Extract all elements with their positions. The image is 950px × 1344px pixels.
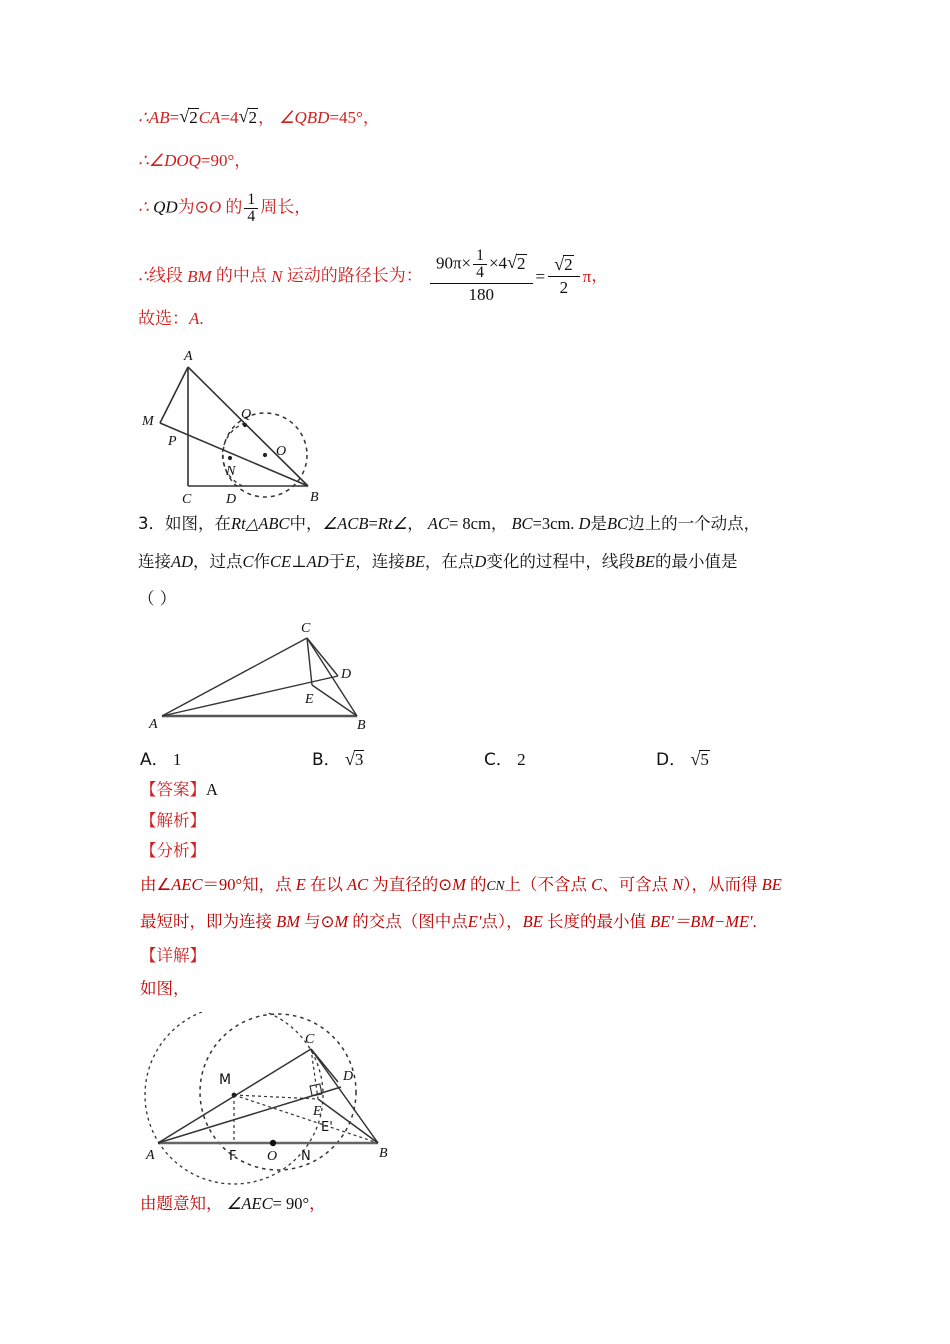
p3b-t3: 作 (253, 551, 271, 571)
options-row (140, 745, 840, 770)
ad-term-2: AD (306, 551, 329, 571)
therefore-symbol-4: ∴ (138, 266, 149, 286)
an1-t6: 的 (469, 874, 487, 894)
solution-line-3 (138, 192, 311, 226)
label-M-f3: M (219, 1072, 232, 1088)
label-Q: Q (241, 407, 252, 422)
problem-3-line-1 (138, 516, 838, 533)
ce-term: CE (270, 551, 292, 571)
p3-t7: 边上的一个动点， (628, 514, 761, 533)
analysis-tag: 【分析】 (140, 841, 206, 860)
answer-tag: 【答案】 (140, 780, 206, 799)
pi-symbol: π (582, 266, 592, 286)
therefore-symbol-1: ∴ (138, 108, 149, 127)
path-text-a: 线段 (148, 265, 183, 286)
label-A-f3: A (146, 1148, 155, 1163)
comma-3: ， (234, 151, 252, 171)
angle-doq: ∠DOQ (148, 151, 201, 170)
sqrt-2-result: √ 2 (554, 255, 574, 275)
p3b-t2: ，过点 (193, 551, 243, 571)
an1-n: N (672, 874, 684, 894)
point-N (228, 456, 232, 460)
figure-3-container (133, 1012, 463, 1192)
segment-CD-f2 (307, 638, 338, 676)
rt-angle: Rt∠ (377, 514, 408, 533)
p3b-t8: 的最小值是 (655, 551, 738, 571)
option-a-key: A． (140, 750, 169, 770)
an2-t2: 与⊙ (304, 912, 335, 931)
answer-value: A (206, 780, 218, 799)
point-M-f3 (232, 1093, 237, 1098)
analysis-line-2 (140, 914, 840, 931)
analysis-line-1 (140, 874, 840, 894)
option-b-key: B． (312, 750, 341, 770)
figure-1-svg (140, 345, 370, 510)
final-angle-aec: ∠AEC (226, 1194, 273, 1213)
fraction-one-quarter: $\frac{1}{4}$ (244, 192, 258, 226)
label-A: A (184, 349, 193, 364)
point-O-f3 (270, 1140, 276, 1146)
detail-tag-line (140, 945, 840, 965)
p3b-t6: ，在点 (424, 551, 475, 571)
bc-term: BC (511, 514, 533, 533)
choose-label: 故选： (138, 309, 189, 329)
options-flex (140, 745, 840, 770)
solution-line-2 (138, 152, 251, 170)
problem-number: 3． (138, 514, 165, 533)
p3-t4: ， (490, 514, 508, 533)
analysis-tag-line (140, 843, 840, 860)
bm-term: BM (187, 266, 212, 286)
p3-cm2: cm. (550, 514, 575, 533)
an1-e: E (295, 874, 306, 894)
solution-line-5 (138, 310, 204, 328)
answer-analysis-block (140, 782, 840, 998)
label-E-f3: E (313, 1104, 322, 1119)
ad-term: AD (171, 551, 193, 571)
n-point: N (271, 266, 283, 286)
angle-qbd-value: =45° (329, 108, 363, 127)
d-point-letter-2: D (474, 551, 487, 571)
label-D-f3: D (343, 1069, 354, 1084)
an2-t5: 长度的最小值 (546, 912, 646, 931)
result-fraction (548, 255, 580, 297)
equals-result: = (535, 266, 546, 286)
sqrt-2-numerator: √ 2 (507, 254, 527, 274)
an1-t5: 为直径的⊙ (372, 874, 453, 894)
dashed-big-circle (200, 1014, 356, 1170)
fraction-numerator: 90π× $\frac{1}{4}$ ×4 √ 2 (430, 248, 533, 283)
p3-eq3: =3 (532, 514, 551, 533)
figure-2-svg (135, 608, 415, 730)
an1-t3: 知，点 (242, 874, 292, 894)
arc-cn-label: CN (486, 877, 505, 893)
an1-be: BE (761, 874, 782, 894)
as-figure-line (140, 981, 840, 998)
p3-t3: ， (407, 514, 424, 533)
path-length-fraction (430, 248, 533, 304)
e-point-letter: E (345, 551, 356, 571)
label-M: M (142, 414, 154, 429)
label-O: O (276, 444, 287, 459)
segment-CD-f3 (311, 1049, 338, 1082)
sqrt-2-second: √ 2 (239, 108, 259, 127)
label-B-f3: B (379, 1146, 388, 1161)
problem-3-line-2 (138, 551, 838, 571)
an2-formula: BE'＝BM−ME' (650, 912, 753, 931)
answer-parens: （ ） (138, 589, 177, 608)
angle-qbd: ∠QBD (279, 108, 330, 127)
label-F-f3: F (229, 1149, 237, 1164)
inner-one-quarter: $\frac{1}{4}$ (473, 248, 487, 282)
an1-ac: AC (347, 874, 369, 894)
an2-t1: 最短时，即为连接 (140, 912, 272, 931)
therefore-symbol-2: ∴ (138, 151, 149, 170)
figure-1-container (140, 345, 370, 510)
segment-AC-f2 (162, 638, 307, 716)
as-figure-text: 如图， (140, 979, 190, 998)
comma-5: ， (591, 265, 609, 286)
label-E-prime-f3: E' (321, 1120, 333, 1135)
perp-symbol: ⊥ (291, 551, 307, 571)
an2-t3: 的交点（图中点 (352, 912, 468, 931)
p3-eq2: = 8 (448, 514, 471, 533)
p3-t1: 如图，在 (165, 514, 231, 533)
final-t1: 由题意知， (140, 1194, 223, 1213)
option-d-sqrt: √ 5 (690, 750, 710, 770)
angle-acb: ∠ACB (322, 514, 369, 533)
ab-term: AB (148, 108, 170, 127)
p3b-t1: 连接 (138, 551, 171, 571)
an1-t7: 上（不含点 (504, 874, 587, 894)
option-c-value: 2 (517, 750, 526, 769)
equals-4: =4 (220, 108, 239, 127)
an1-t2: ＝90° (202, 874, 243, 894)
rt-triangle-abc: Rt△ABC (231, 514, 290, 533)
comma-1: ， (258, 108, 276, 128)
option-a[interactable] (140, 745, 312, 770)
an1-m: M (452, 874, 466, 894)
explain-tag: 【解析】 (140, 810, 206, 830)
final-line (140, 1196, 326, 1213)
qd-text-a: 为⊙ (177, 197, 209, 218)
qd-text-b: 的 (225, 197, 243, 218)
an1-t1: 由∠ (140, 874, 172, 894)
result-denominator: 2 (548, 276, 580, 298)
path-text-c: 运动的路径长为： (286, 265, 423, 286)
an1-t8: 、可含点 (602, 874, 669, 894)
label-D-f2: D (341, 667, 352, 682)
point-d-letter: D (578, 514, 591, 533)
p3-eq1: = (368, 514, 378, 533)
comma-2: ， (362, 108, 380, 128)
sqrt-2-first: √ 2 (179, 108, 199, 127)
p3-t2: 中， (289, 514, 323, 533)
an2-eprime: E' (467, 912, 482, 931)
an1-aec: AEC (171, 874, 203, 894)
therefore-symbol-3: ∴ (138, 197, 149, 217)
comma-4: ， (294, 197, 312, 218)
an1-c: C (591, 874, 603, 894)
option-c[interactable] (484, 745, 656, 770)
label-A-f2: A (149, 717, 158, 730)
label-D: D (226, 492, 237, 507)
option-b-sqrt: √ 3 (345, 750, 365, 770)
an2-t6: . (752, 912, 757, 931)
qd-text-c: 周长 (260, 197, 295, 218)
segment-AB (188, 367, 308, 486)
label-C-f2: C (301, 621, 311, 636)
angle-doq-value: =90° (200, 151, 235, 170)
answer-line (140, 782, 840, 799)
c-point-letter: C (242, 551, 254, 571)
solution-line-4 (138, 248, 608, 304)
segment-EB-f2 (312, 685, 357, 716)
explain-line (140, 810, 840, 830)
circle-o-label: O (208, 197, 222, 217)
segment-AM (160, 367, 188, 423)
an2-be: BE (522, 912, 543, 931)
p3-t6: 是 (590, 514, 607, 533)
be-term: BE (404, 551, 425, 571)
choose-period: . (199, 309, 204, 328)
an2-bm: BM (276, 912, 300, 931)
label-N: N (226, 464, 236, 479)
solution-line-1 (138, 108, 380, 127)
qd-term: QD (153, 197, 178, 217)
result-numerator (548, 255, 580, 276)
label-N-f3: N (301, 1149, 311, 1164)
label-C: C (182, 492, 192, 507)
bc-term-2: BC (606, 514, 629, 533)
option-b[interactable] (312, 745, 484, 770)
ca-term: CA (198, 108, 221, 127)
fraction-denominator: 180 (430, 283, 533, 305)
path-text-b: 的中点 (215, 265, 267, 286)
figure-3-svg (133, 1012, 463, 1192)
detail-tag: 【详解】 (140, 945, 206, 965)
p3b-t7: 变化的过程中，线段 (486, 551, 635, 571)
label-O-f3: O (267, 1149, 278, 1164)
problem-3-line-3 (138, 591, 838, 608)
equals-1: = (169, 108, 180, 127)
problem-3-block (138, 516, 838, 608)
point-O (263, 453, 267, 457)
option-d[interactable] (656, 745, 828, 770)
an1-t9: ），从而得 (683, 874, 758, 894)
p3b-t4: 于 (328, 551, 346, 571)
choose-answer: A (189, 309, 200, 328)
an2-t4: 点）， (481, 912, 523, 931)
ac-term: AC (427, 514, 449, 533)
final-eq: = 90° (272, 1194, 310, 1213)
segment-MB-f3 (234, 1095, 378, 1143)
label-E-f2: E (305, 692, 314, 707)
an2-m: M (334, 912, 349, 931)
point-Q (243, 423, 247, 427)
figure-2-container (135, 608, 415, 730)
label-P: P (168, 434, 177, 449)
label-B-f2: B (357, 718, 366, 730)
p3b-t5: ，连接 (355, 551, 405, 571)
label-C-f3: C (305, 1032, 315, 1047)
p3-cm1: cm (470, 514, 491, 533)
label-B: B (310, 490, 319, 505)
option-c-key: C． (484, 750, 513, 770)
final-comma: ， (309, 1194, 326, 1213)
an1-t4: 在以 (309, 874, 343, 894)
option-d-key: D． (656, 750, 687, 770)
option-a-value: 1 (172, 750, 182, 769)
be-term-2: BE (634, 551, 655, 571)
